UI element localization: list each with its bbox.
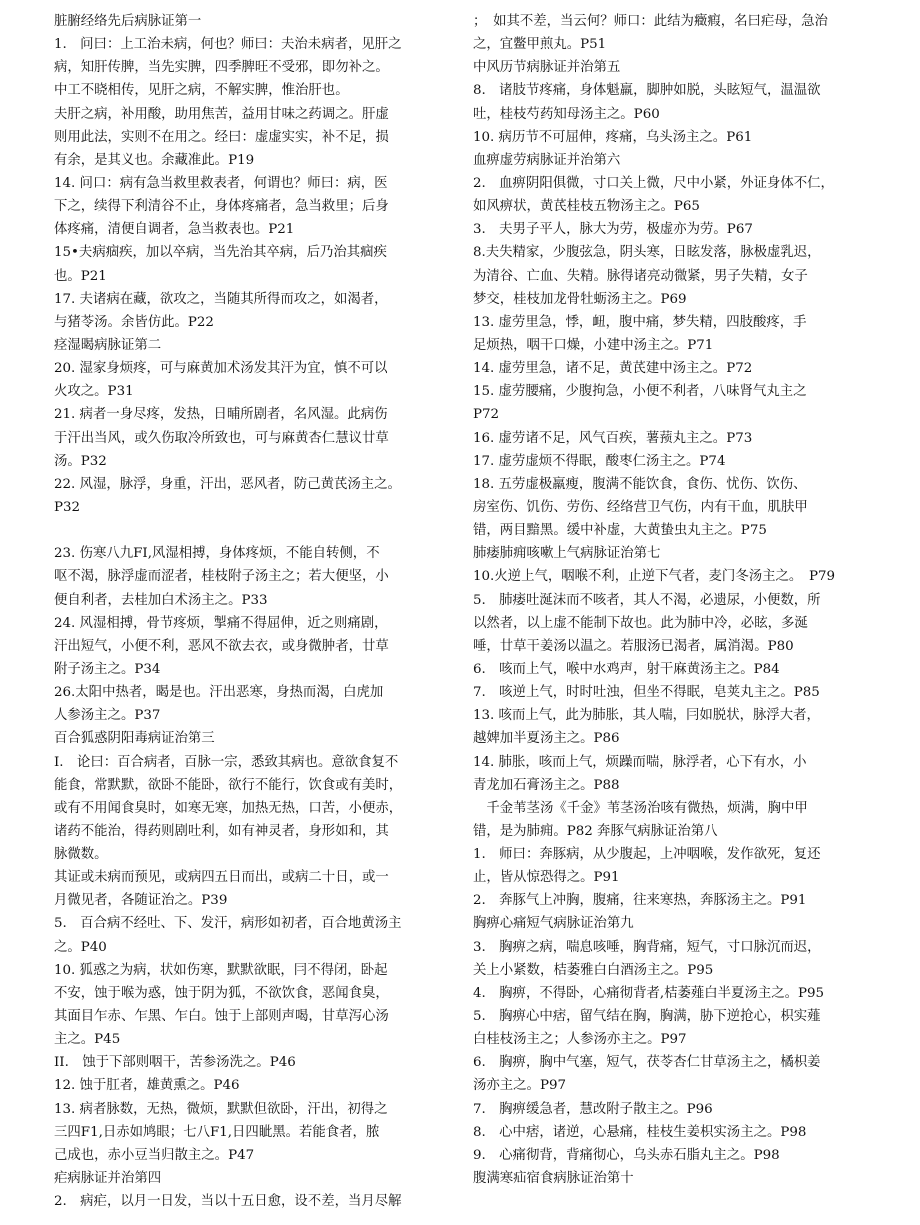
left-column-line: 体疼痛，清便自调者，急当救表也。P21 <box>54 222 295 238</box>
right-column-line: 4. 胸痹，不得卧，心痛彻背者,桔萎薤白半夏汤主之。P95 <box>473 985 825 1001</box>
left-column-line: 月微见者，各随证治之。P39 <box>54 893 228 909</box>
left-column-line: 23. 伤寒八九FI,风湿相搏，身体疼烦，不能自转侧，不 <box>54 546 380 562</box>
left-column-line: 汤。P32 <box>54 453 107 469</box>
left-column-line: 病，知肝传脾，当先实脾，四季脾旺不受邪，即勿补之。 <box>54 60 389 76</box>
right-column-line: 2. 血痹阴阳俱微，寸口关上微，尺中小紧，外证身体不仁， <box>473 175 834 191</box>
right-column-line: 青龙加石膏汤主之。P88 <box>473 777 620 793</box>
left-column-line <box>54 519 446 542</box>
left-column-line: 5. 百合病不经吐、下、发汗，病形如初者，百合地黄汤主 <box>54 916 402 932</box>
right-column-line: 10. 病历节不可屈伸，疼痛，乌头汤主之。P61 <box>473 129 753 145</box>
right-column-line: 5. 肺痿吐涎沫而不咳者，其人不渴，必遗尿，小便数，所 <box>473 592 821 608</box>
right-column-line: 14. 肺胀，咳而上气，烦躁而喘，脉浮者，心下有水，小 <box>473 754 807 770</box>
right-column-line: 17. 虚劳虚烦不得眠，酸枣仁汤主之。P74 <box>473 453 726 469</box>
left-column-line: II. 蚀于下部则咽干，苦参汤洗之。P46 <box>54 1055 296 1071</box>
left-column-line: 夫肝之病，补用酸，助用焦苦，益用甘味之药调之。肝虚 <box>54 106 389 122</box>
left-column-line: 汗出短气，小便不利，恶风不欲去衣，或身微肿者，廿草 <box>54 638 389 654</box>
right-column-line: 8. 诸肢节疼痛，身体魁羸，脚肿如脱，头眩短气，温温欲 <box>473 83 821 99</box>
right-column-line: 3. 夫男子平人，脉大为劳，极虚亦为劳。P67 <box>473 222 753 238</box>
right-column-line: 汤亦主之。P97 <box>473 1078 567 1094</box>
right-column-line: 梦交，桂枝加龙骨牡蛎汤主之。P69 <box>473 291 687 307</box>
left-column-line: 人参汤主之。P37 <box>54 708 161 724</box>
right-column-line: 18. 五劳虚极羸瘦，腹满不能饮食，食伤、忧伤、饮伤、 <box>473 476 807 492</box>
right-column-line: 错，两目黯黑。缓中补虚，大黄蛰虫丸主之。P75 <box>473 523 767 539</box>
left-column-line: 26.太阳中热者，暍是也。汗出恶寒，身热而渴，白虎加 <box>54 685 384 701</box>
right-column-line: 13. 咳而上气，此为肺胀，其人喘，冃如脱状，脉浮大者， <box>473 708 820 724</box>
right-column-line: 9. 心痛彻背，背痛彻心，乌头赤石脂丸主之。P98 <box>473 1147 780 1163</box>
right-column-line: 肺痿肺痈咳嗽上气病脉证治第七 <box>473 546 661 562</box>
right-column-line: 千金苇茎汤《千金》苇茎汤治咳有微热，烦满，胸中甲 <box>473 800 808 816</box>
right-column-line: P72 <box>473 407 500 423</box>
left-column-line: 不安，蚀于喉为惑，蚀于阴为狐，不欲饮食，恶闻食臭， <box>54 985 389 1001</box>
left-column-line: 痉湿暍病脉证第二 <box>54 337 162 353</box>
right-column-line: 血痹虚劳病脉证并治第六 <box>473 152 621 168</box>
right-column-line: 15. 虚劳腰痛，少腹拘急，小便不利者，八味肾气丸主之 <box>473 384 807 400</box>
right-column-line: 足烦热，咽干口燥，小建中汤主之。P71 <box>473 337 714 353</box>
left-column-line: 于汗出当风，或久伤取冷所致也，可与麻黄杏仁慧议廿草 <box>54 430 389 446</box>
left-column-line: 百合狐惑阴阳毒病证治第三 <box>54 731 215 747</box>
right-column-line: 3. 胸痹之病，喘息咳唾，胸背痛，短气，寸口脉沉而迟， <box>473 939 821 955</box>
right-column-line: 唾，廿草干姜汤以温之。若服汤已渴者，属消渴。P80 <box>473 638 794 654</box>
right-column-line: 白桂枝汤主之；人参汤亦主之。P97 <box>473 1032 687 1048</box>
left-column-line: 有余，是其义也。余藏准此。P19 <box>54 152 255 168</box>
right-column-line: 关上小紧数，桔萎雅白白酒汤主之。P95 <box>473 962 714 978</box>
left-column-line: 21. 病者一身尽疼，发热，日晡所剧者，名风湿。此病伤 <box>54 407 388 423</box>
left-column-line: 其证或未病而预见，或病四五日而出，或病二十日，或一 <box>54 870 389 886</box>
left-column-line: 己成也，赤小豆当归散主之。P47 <box>54 1147 255 1163</box>
right-column-line: 如风痹状，黄芪桂枝五物汤主之。P65 <box>473 199 700 215</box>
right-column-line: 吐，桂枝芍药知母汤主之。P60 <box>473 106 660 122</box>
left-text-column <box>54 10 446 1213</box>
right-column-line: 13. 虚劳里急，悸，衄，腹中痛，梦失精，四肢酸疼，手 <box>473 314 807 330</box>
right-column-line: 2. 奔豚气上冲胸，腹痛，往来寒热，奔豚汤主之。P91 <box>473 893 807 909</box>
left-column-line: 诸药不能治，得药则剧吐利，如有神灵者，身形如和，其 <box>54 823 389 839</box>
right-column-line: 1. 师曰：奔豚病，从少腹起，上冲咽喉，发作欲死，复还 <box>473 847 821 863</box>
left-column-line: 火攻之。P31 <box>54 384 134 400</box>
left-column-line: 其面目乍赤、乍黑、乍白。蚀于上部则声喝，甘草泻心汤 <box>54 1009 389 1025</box>
right-column-line: 16. 虚劳诸不足，风气百疾，薯蓣丸主之。P73 <box>473 430 753 446</box>
left-column-line: 20. 湿家身烦疼，可与麻黄加术汤发其汗为宜，慎不可以 <box>54 361 388 377</box>
left-column-line: 脏腑经络先后病脉证第一 <box>54 14 202 29</box>
left-column-line: 13. 病者脉数，无热，微烦，默默但欲卧，汗出，初得之 <box>54 1101 388 1117</box>
left-column-line: 15•夫病痼疾，加以卒病，当先治其卒病，后乃治其痼疾 <box>54 245 387 261</box>
right-column-line: 8. 心中痞，诸逆，心悬痛，桂枝生姜枳实汤主之。P98 <box>473 1124 807 1140</box>
left-column-line: 与猪苓汤。余皆仿此。P22 <box>54 314 214 330</box>
right-column-line: 8.夫失精家，少腹弦急，阴头寒，日眩发落，脉极虚乳迟， <box>473 245 821 261</box>
left-column-line: 2. 病疟，以月一日发，当以十五日愈，设不差，当月尽解 <box>54 1194 402 1210</box>
right-column-line: 10.火逆上气，咽喉不利，止逆下气者，麦门冬汤主之。 P79 <box>473 569 836 585</box>
left-column-line: 能食，常默默，欲卧不能卧，欲行不能行，饮食或有美时， <box>54 777 403 793</box>
left-column-line: 三四F1,日赤如鸠眼；七八F1,日四眦黑。若能食者，脓 <box>54 1124 380 1140</box>
right-column-line: 为清谷、亡血、失精。脉得诸亮动微紧，男子失精，女子 <box>473 268 808 284</box>
left-column-line: 呕不渴，脉浮虚而涩者，桂枝附子汤主之；若大便坚，小 <box>54 569 389 585</box>
left-column-line: 或有不用闻食臭时，如寒无寒，加热无热，口苦，小便赤， <box>54 800 403 816</box>
right-column-line: 胸痹心痛短气病脉证治第九 <box>473 916 634 932</box>
left-column-line: 则用此法，实则不在用之。经曰：虚虚实实，补不足，损 <box>54 129 389 145</box>
left-column-line: 疟病脉证并治第四 <box>54 1171 162 1187</box>
left-column-line: 也。P21 <box>54 268 107 284</box>
right-column-line: 5. 胸痹心中痞，留气结在胸，胸满，胁下逆抢心，枳实薤 <box>473 1009 821 1025</box>
left-column-line: 便自利者，去桂加白术汤主之。P33 <box>54 592 268 608</box>
left-column-line: P32 <box>54 499 81 515</box>
left-column-line: 24. 风湿相搏，骨节疼烦，掣痛不得屈伸，近之则痛剧， <box>54 615 388 631</box>
left-column-line: 中工不晓相传，见肝之病，不解实脾，惟治肝也。 <box>54 83 349 99</box>
left-column-line: 之。P40 <box>54 939 107 955</box>
right-text-column <box>473 10 873 1190</box>
left-column-line: 1. 问曰：上工治未病，何也？师曰：夫治未病者，见肝之 <box>54 37 402 53</box>
left-column-line: 附子汤主之。P34 <box>54 661 161 677</box>
right-column-line: 6. 胸痹，胸中气塞，短气，茯苓杏仁甘草汤主之，橘枳姜 <box>473 1055 821 1071</box>
right-column-line: 越婢加半夏汤主之。P86 <box>473 731 620 747</box>
left-column-line: 17. 夫诸病在藏，欲攻之，当随其所得而攻之，如渴者， <box>54 291 388 307</box>
right-column-line: 14. 虚劳里急，诸不足，黄芪建中汤主之。P72 <box>473 361 753 377</box>
right-column-line: 中风历节病脉证并治第五 <box>473 60 621 76</box>
left-column-line: 22. 风湿，脉浮，身重，汗出，恶风者，防己黄芪汤主之。 <box>54 476 401 492</box>
right-column-line: 房室伤、饥伤、劳伤、经络营卫气伤，内有干血，肌肤甲 <box>473 499 808 515</box>
left-column-line: 14. 问口：病有急当救里救表者，何谓也？师曰：病，医 <box>54 175 388 191</box>
right-column-line: 止，皆从惊恐得之。P91 <box>473 870 620 886</box>
right-column-line: 腹满寒疝宿食病脉证治第十 <box>473 1171 634 1187</box>
right-column-line: ； 如其不差，当云何？师口：此结为癥瘕，名曰疟母，急治 <box>473 14 828 29</box>
left-column-line: 脉微数。 <box>54 847 108 863</box>
right-column-line: 6. 咳而上气，喉中水鸡声，射干麻黄汤主之。P84 <box>473 661 780 677</box>
left-column-line: 下之，续得下利清谷不止，身体疼痛者，急当救里；后身 <box>54 199 389 215</box>
right-column-line: 以然者，以上虚不能制下故也。此为肺中冷，必眩，多涎 <box>473 615 808 631</box>
right-column-line: 之，宜鳖甲煎丸。P51 <box>473 37 607 53</box>
right-column-line: 7. 胸痹缓急者，慧改附子散主之。P96 <box>473 1101 713 1117</box>
left-column-line: 10. 狐惑之为病，状如伤寒，默默欲眠，冃不得闭，卧起 <box>54 962 388 978</box>
right-column-line: 错，是为肺痈。P82 奔豚气病脉证治第八 <box>473 823 718 839</box>
left-column-line: 12. 蚀于肛者，雄黄熏之。P46 <box>54 1078 240 1094</box>
left-column-line: 主之。P45 <box>54 1032 121 1048</box>
right-column-line: 7. 咳逆上气，时时吐浊，但坐不得眠，皂荚丸主之。P85 <box>473 685 820 701</box>
left-column-line: I. 论曰：百合病者，百脉一宗，悉致其病也。意欲食复不 <box>54 754 399 770</box>
